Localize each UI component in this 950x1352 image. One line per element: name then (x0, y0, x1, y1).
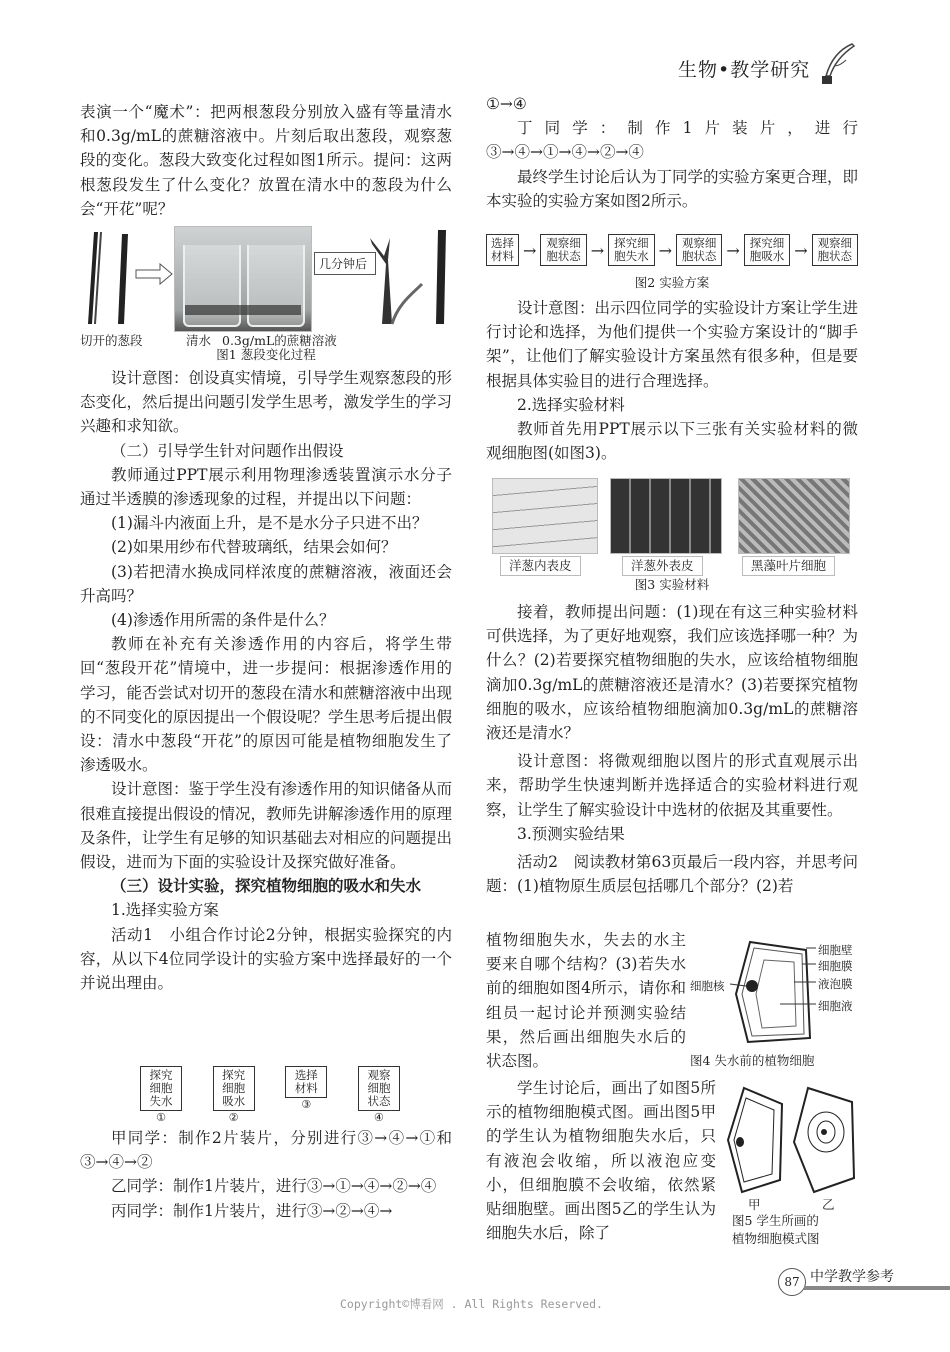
paragraph: 活动1 小组合作讨论2分钟，根据实验探究的内容，从以下4位同学设计的实验方案中选择最好的一个并说出理由。 (80, 925, 452, 993)
subsection-heading: 2.选择实验材料 (517, 395, 625, 414)
option-4 (358, 1066, 400, 1124)
footer-rule (804, 1286, 950, 1290)
paragraph: 表演一个“魔术”：把两根葱段分别放入盛有等量清水和0.3g/mL的蔗糖溶液中。片刻后取出葱段，观察葱段的变化。葱段大致变化过程如图1所示。提问：这两根葱段发生了什么变化？放置在清水中的葱段为什么会“开花”呢？ (80, 103, 452, 218)
arrow-right-icon: → (658, 240, 672, 260)
experiment-flow (486, 234, 858, 266)
running-header: 生物•教学研究 (678, 59, 811, 81)
student-cell-drawings (722, 1084, 862, 1196)
arrow-right-icon: → (522, 240, 537, 260)
fig2-caption: 图2 实验方案 (634, 275, 710, 290)
copyright: Copyright©博看网 . All Rights Reserved. (340, 1297, 603, 1311)
label-nucleus: 细胞核 (690, 979, 725, 993)
left-column (80, 100, 452, 221)
fig3-label-a: 洋葱内表皮 (500, 556, 581, 576)
left-column-end (80, 1126, 452, 1223)
option-box: 探究细胞吸水 (213, 1066, 255, 1111)
paragraph: 活动2 阅读教材第63页最后一段内容，并思考问题：(1)植物原生质层包括哪几个部分？(2)若 (486, 853, 858, 896)
option-number: ④ (374, 1111, 384, 1124)
beakers-photo (174, 226, 312, 332)
figure-4 (690, 934, 862, 1074)
option-number: ① (156, 1111, 166, 1124)
option-1 (140, 1066, 182, 1124)
fig1-label-a: 切开的葱段 (80, 333, 143, 348)
figure-5 (722, 1084, 862, 1244)
paragraph: 教师在补充有关渗透作用的内容后，将学生带回“葱段开花”情境中，进一步提问：根据渗透作用的学习，能否尝试对切开的葱段在清水和蔗糖溶液中出现的不同变化的原因提出一个假设呢？学生思考后提出假设：清水中葱段“开花”的原因可能是植物细胞发生了渗透吸水。 (80, 635, 453, 775)
flow-step: 选择材料 (486, 234, 519, 266)
fig3-caption: 图3 实验材料 (634, 577, 710, 592)
question: (3)若把清水换成同样浓度的蔗糖溶液，液面还会升高吗？ (80, 562, 452, 605)
paragraph: 丁同学：制作1片装片，进行③→④→①→④→②→④ (486, 119, 858, 162)
paragraph: 设计意图：出示四位同学的实验设计方案让学生进行讨论和选择，为他们提供一个实验方案设计的“脚手架”，让他们了解实验设计方案虽然有很多种，但是要根据具体实验目的进行合理选择。 (486, 299, 859, 390)
question: (2)如果用纱布代替玻璃纸，结果会如何？ (111, 538, 397, 557)
right-column-body (486, 296, 858, 465)
paragraph: 最终学生讨论后认为丁同学的实验方案更合理，即本实验的实验方案如图2所示。 (486, 167, 859, 210)
elodea-leaf-photo (738, 478, 850, 554)
fig1-label-b: 清水 (186, 333, 212, 348)
paragraph: 设计意图：创设真实情境，引导学生观察葱段的形态变化，然后提出问题引发学生思考，激发学生的学习兴趣和求知欲。 (80, 369, 453, 436)
fig4-caption: 图4 失水前的植物细胞 (690, 1053, 815, 1068)
option-number: ③ (301, 1098, 312, 1111)
option-box: 观察细胞状态 (358, 1066, 400, 1111)
paragraph: 乙同学：制作1片装片，进行③→①→④→②→④ (111, 1177, 437, 1196)
option-3 (285, 1066, 327, 1124)
arrow-right-icon: → (726, 240, 740, 260)
right-column (486, 92, 858, 213)
subsection-heading: 3.预测实验结果 (517, 824, 625, 843)
flow-step: 观察细胞状态 (676, 234, 722, 266)
option-box: 选择材料 (285, 1066, 327, 1098)
fig3-label-b: 洋葱外表皮 (622, 556, 703, 576)
figure-1 (80, 224, 452, 366)
flow-step: 观察细胞状态 (540, 234, 586, 266)
paragraph: 甲同学：制作2片装片，分别进行③→④→①和③→④→② (80, 1129, 452, 1172)
page-number-circle: 87 (778, 1268, 806, 1296)
flow-step: 观察细胞状态 (812, 234, 858, 266)
flow-step: 探究细胞失水 (608, 234, 654, 266)
label-vacuole-membrane: 液泡膜 (818, 977, 853, 991)
right-column-wrap (486, 928, 686, 1073)
bloomed-onion-drawing (342, 224, 452, 330)
figure-3 (486, 476, 858, 598)
onion-inner-epidermis-photo (492, 478, 598, 554)
section-heading: （三）设计实验，探究植物细胞的吸水和失水 (111, 876, 422, 896)
paragraph: 学生讨论后，画出了如图5所示的植物细胞模式图。画出图5甲的学生认为植物细胞失水后，只有液泡会收缩，所以液泡应变小，但细胞膜不会收缩，依然紧贴细胞壁。画出图5乙的学生认为细胞失水后，除了 (486, 1079, 716, 1243)
paragraph: 接着，教师提出问题：(1)现在有这三种实验材料可供选择，为了更好地观察，我们应该选择哪一种？为什么？(2)若要探究植物细胞的失水，应该给植物细胞滴加0.3g/mL的蔗糖溶液还是清水？(3)若要探究植物细胞的吸水，应该给植物细胞滴加0.3g/mL的蔗糖溶液还是清水？ (486, 603, 859, 743)
section-heading: （二）引导学生针对问题作出假设 (111, 441, 344, 460)
label-cell-wall: 细胞壁 (818, 943, 853, 957)
fig5-caption-1: 图5 学生所画的 (732, 1213, 819, 1228)
option-2 (213, 1066, 255, 1124)
figure-2 (486, 234, 858, 292)
right-column-body-2 (486, 600, 858, 898)
label-cell-sap: 细胞液 (818, 999, 853, 1013)
subsection-heading: 1.选择实验方案 (111, 901, 219, 920)
onion-outer-epidermis-photo (610, 478, 722, 554)
option-number: ② (228, 1111, 239, 1124)
fig5-label-a: 甲 (748, 1197, 761, 1212)
paragraph: 设计意图：鉴于学生没有渗透作用的知识储备从而很难直接提出假设的情况，教师先讲解渗透作用的原理及条件，让学生有足够的知识基础去对相应的问题提出假设，进而为下面的实验设计及探究做好准备。 (80, 780, 453, 872)
option-box: 探究细胞失水 (140, 1066, 182, 1111)
fig5-label-b: 乙 (822, 1197, 835, 1212)
label-cell-membrane: 细胞膜 (818, 959, 853, 973)
fig1-label-c: 0.3g/mL的蔗糖溶液 (222, 333, 337, 348)
flow-step: 探究细胞吸水 (744, 234, 790, 266)
paragraph: 设计意图：将微观细胞以图片的形式直观展示出来，帮助学生快速判断并选择适合的实验材料进行观察，让学生了解实验设计中选材的依据及其重要性。 (486, 752, 858, 819)
paragraph: 植物细胞失水，失去的水主要来自哪个结构？(3)若失水前的细胞如图4所示，请你和组员一起讨论并预测实验结果，然后画出细胞失水后的状态图。 (486, 931, 686, 1071)
question: (1)漏斗内液面上升，是不是水分子只进不出？ (111, 514, 428, 533)
journal-name: 中学教学参考 (810, 1269, 894, 1285)
fig3-label-c: 黑藻叶片细胞 (742, 556, 835, 576)
arrow-right-icon: → (794, 240, 808, 260)
paragraph: 教师首先用PPT展示以下三张有关实验材料的微观细胞图(如图3)。 (486, 420, 858, 463)
fig1-caption: 图1 葱段变化过程 (216, 347, 316, 362)
left-column-body (80, 366, 452, 995)
right-column-wrap-2 (486, 1076, 716, 1245)
arrow-right-icon: → (590, 240, 605, 260)
question: (4)渗透作用所需的条件是什么？ (111, 611, 335, 630)
paragraph: ①→④ (486, 95, 527, 113)
fig5-caption-2: 植物细胞模式图 (732, 1231, 820, 1246)
paragraph: 丙同学：制作1片装片，进行③→②→④→ (111, 1201, 393, 1220)
arrow-label: 几分钟后 (314, 252, 376, 275)
quill-pen-icon (818, 42, 858, 90)
paragraph: 教师通过PPT展示利用物理渗透装置演示水分子通过半透膜的渗透现象的过程，并提出以下问题： (80, 465, 452, 509)
options-row (140, 1066, 400, 1124)
